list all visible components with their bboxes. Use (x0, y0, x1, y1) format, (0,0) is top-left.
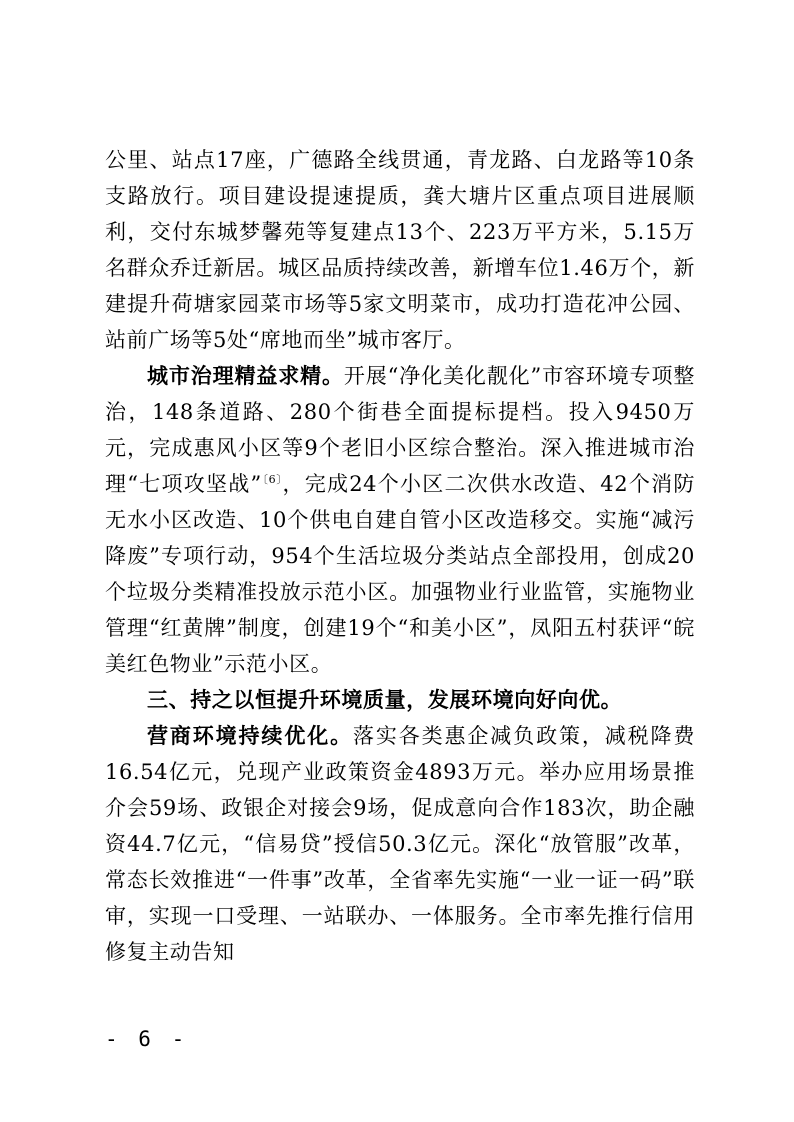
footnote-reference: 〔6〕 (261, 473, 283, 486)
paragraph-urban-construction (105, 142, 695, 358)
paragraph-lead: 城市治理精益求精。 (147, 363, 344, 388)
page-number: - 6 - (105, 1027, 189, 1051)
document-body (105, 142, 695, 970)
section-heading: 三、持之以恒提升环境质量，发展环境向好向优。 (147, 688, 623, 712)
paragraph-text: 公里、站点17座，广德路全线贯通，青龙路、白龙路等10条支路放行。项目建设提速提质，龚大塘片区重点项目进展顺利，交付东城梦馨苑等复建点13个、223万平方米，5.15万名群众乔迁新居。城区品质持续改善，新增车位1.46万个，新建提升荷塘家园菜市场等5家文明菜市，成功打造花冲公园、站前广场等5处“席地而坐”城市客厅。 (105, 148, 695, 352)
paragraph-urban-governance (105, 358, 695, 682)
paragraph-business-environment (105, 718, 695, 970)
paragraph-text-continued: ，完成24个小区二次供水改造、42个消防无水小区改造、10个供电自建自管小区改造移交。实施“减污降废”专项行动，954个生活垃圾分类站点全部投用，创成20个垃圾分类精准投放示范小区。加强物业行业监管，实施物业管理“红黄牌”制度，创建19个“和美小区”，凤阳五村获评“皖美红色物业”示范小区。 (105, 472, 695, 676)
paragraph-text: 落实各类惠企减负政策，减税降费16.54亿元，兑现产业政策资金4893万元。举办应用场景推介会59场、政银企对接会9场，促成意向合作183次，助企融资44.7亿元，“信易贷”授信50.3亿元。深化“放管服”改革，常态长效推进“一件事”改革，全省率先实施“一业一证一码”联审，实现一口受理、一站联办、一体服务。全市率先推行信用修复主动告知 (105, 724, 695, 964)
paragraph-text: 开展“净化美化靓化”市容环境专项整治，148条道路、280个街巷全面提标提档。投入9450万元，完成惠风小区等9个老旧小区综合整治。深入推进城市治理“七项攻坚战” (105, 364, 696, 496)
paragraph-lead: 营商环境持续优化。 (147, 723, 353, 748)
